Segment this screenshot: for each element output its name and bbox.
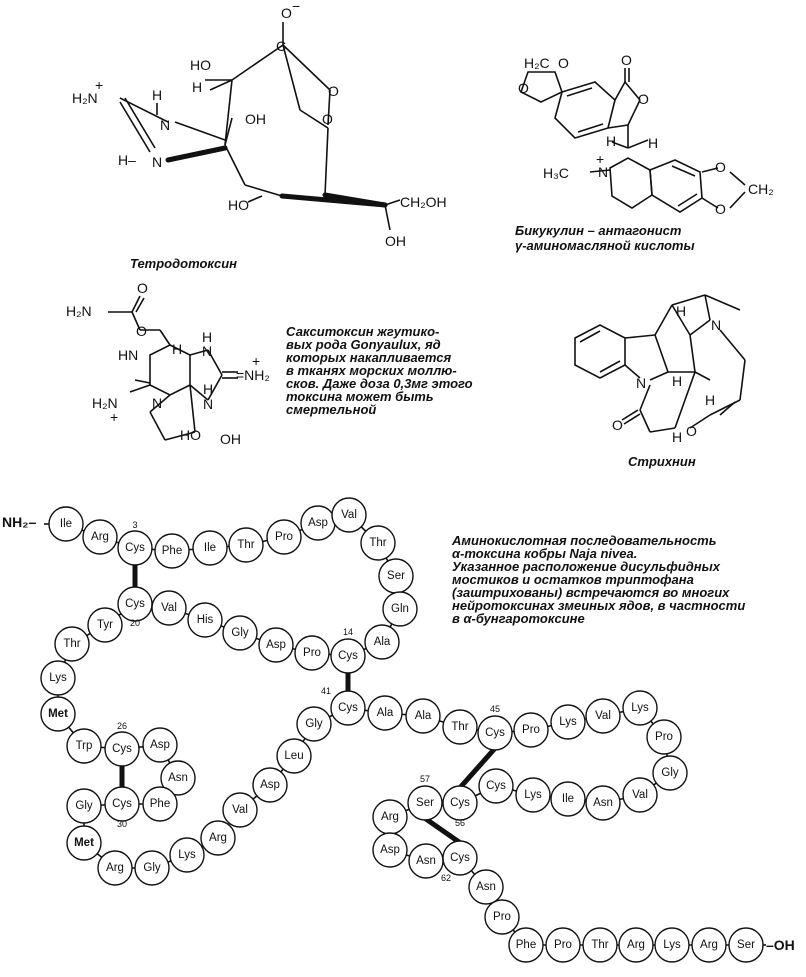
residue-label: Asp bbox=[266, 639, 286, 651]
ttx-o-minus-charge: − bbox=[292, 0, 301, 14]
residue-trp bbox=[67, 729, 101, 763]
bicuculline-caption-line2: γ-аминомасляной кислоты bbox=[515, 238, 695, 253]
sequence-caption-line: мостиков и остатков триптофана bbox=[452, 572, 694, 587]
strychnine-caption: Стрихнин bbox=[628, 454, 696, 469]
residue-label: Cys bbox=[125, 542, 145, 554]
residue-label: Gly bbox=[305, 718, 323, 730]
residue-label: Pro bbox=[522, 724, 540, 736]
residue-label: Arg bbox=[627, 939, 645, 951]
bic-o-f: O bbox=[715, 201, 726, 217]
bic-n: N bbox=[598, 164, 609, 180]
ttx-h-n: H bbox=[152, 87, 163, 103]
ttx-plus: + bbox=[95, 77, 104, 93]
bic-o-d: O bbox=[638, 91, 649, 107]
position-number: 62 bbox=[440, 873, 452, 883]
stx-plus-right: + bbox=[252, 353, 261, 369]
residue-arg bbox=[83, 520, 117, 554]
bic-h2c-top: H₂C bbox=[524, 55, 550, 71]
str-h-top: H bbox=[676, 303, 687, 319]
residue-gly bbox=[653, 756, 687, 790]
residue-lys bbox=[516, 778, 550, 812]
residue-lys bbox=[623, 691, 657, 725]
str-o-ring: O bbox=[686, 423, 697, 439]
ttx-o-right: O bbox=[328, 83, 339, 99]
bic-ch2: CH₂ bbox=[748, 181, 774, 197]
residue-label: Trp bbox=[75, 740, 93, 752]
residue-ile bbox=[49, 507, 83, 541]
bic-h-a: H bbox=[606, 133, 617, 149]
residue-label: Pro bbox=[493, 911, 511, 923]
residue-label: Asp bbox=[260, 779, 280, 791]
residue-ile bbox=[551, 782, 585, 816]
residue-val bbox=[152, 591, 186, 625]
saxitoxin-caption-line: Сакситоксин жгутико- bbox=[286, 324, 440, 339]
residue-thr bbox=[583, 928, 617, 962]
residue-label: Gly bbox=[661, 767, 679, 779]
saxitoxin-caption-line: которых накапливается bbox=[286, 350, 452, 365]
ttx-ho-top: HO bbox=[190, 57, 211, 73]
residue-label: Cys bbox=[485, 727, 505, 739]
residue-label: Thr bbox=[237, 539, 255, 551]
residue-ala bbox=[365, 625, 399, 659]
residue-label: Pro bbox=[303, 647, 321, 659]
residue-label: Ala bbox=[414, 710, 432, 722]
str-h-low: H bbox=[672, 429, 683, 445]
residue-asn bbox=[469, 870, 503, 904]
residue-label: Val bbox=[632, 789, 648, 801]
saxitoxin-caption-line: сков. Даже доза 0,3мг этого bbox=[286, 376, 473, 391]
ttx-h-mid: H bbox=[192, 79, 203, 95]
stx-hn-left: HN bbox=[118, 347, 139, 363]
bic-o-b: O bbox=[558, 55, 569, 71]
residue-cys bbox=[443, 786, 477, 820]
stx-h2n-top: H₂N bbox=[66, 303, 92, 319]
residue-cys bbox=[105, 787, 139, 821]
stx-h-center: H bbox=[172, 341, 183, 357]
residue-label: Gly bbox=[75, 800, 93, 812]
residue-val bbox=[586, 699, 620, 733]
residue-label: Lys bbox=[49, 672, 67, 684]
ttx-n-up: N bbox=[160, 117, 171, 133]
stx-plus-left: + bbox=[110, 409, 119, 425]
stx-n-left: N bbox=[152, 395, 163, 411]
residue-ile bbox=[193, 531, 227, 565]
str-h-right: H bbox=[705, 392, 716, 408]
position-number: 57 bbox=[419, 774, 431, 784]
bicuculline-caption-line1: Бикукулин – антагонист bbox=[515, 223, 682, 238]
residue-pro bbox=[647, 720, 681, 754]
residue-label: Thr bbox=[369, 537, 387, 549]
residue-label: Lys bbox=[178, 849, 196, 861]
residue-val bbox=[623, 778, 657, 812]
residue-arg bbox=[373, 800, 407, 834]
saxitoxin-structure bbox=[108, 296, 238, 440]
stx-o-link: O bbox=[136, 323, 147, 339]
residue-label: Asn bbox=[593, 797, 613, 809]
stx-oh: OH bbox=[220, 431, 241, 447]
residue-label: Val bbox=[595, 710, 611, 722]
bic-o-e: O bbox=[715, 159, 726, 175]
residue-asn bbox=[586, 786, 620, 820]
residue-label: Ser bbox=[737, 939, 755, 951]
residue-label: Arg bbox=[91, 531, 109, 543]
residue-label: Cys bbox=[450, 852, 470, 864]
residue-thr bbox=[55, 627, 89, 661]
residue-cys bbox=[443, 841, 477, 875]
residue-label: Asn bbox=[476, 881, 496, 893]
position-number: 3 bbox=[132, 520, 138, 530]
str-h-mid: H bbox=[672, 373, 683, 389]
stx-n-top: N bbox=[202, 343, 213, 359]
residue-pro bbox=[485, 900, 519, 934]
stx-o-carb: O bbox=[137, 280, 148, 296]
residue-label: Val bbox=[341, 509, 357, 521]
residue-lys bbox=[41, 661, 75, 695]
residue-arg bbox=[619, 928, 653, 962]
residue-thr bbox=[443, 710, 477, 744]
str-n-left: N bbox=[636, 375, 647, 391]
residue-gln bbox=[383, 592, 417, 626]
residue-asp bbox=[259, 628, 293, 662]
position-number: 30 bbox=[116, 819, 128, 829]
position-number: 14 bbox=[342, 627, 354, 637]
residue-met bbox=[67, 826, 101, 860]
residue-asp bbox=[143, 728, 177, 762]
residue-ala bbox=[406, 699, 440, 733]
ttx-oh-bottom: OH bbox=[385, 233, 406, 249]
ttx-o-ring: O bbox=[322, 111, 333, 127]
residue-asp bbox=[373, 833, 407, 867]
residue-label: Lys bbox=[524, 789, 542, 801]
sequence-caption-line: в α-бунгаротоксине bbox=[452, 611, 585, 626]
residue-asn bbox=[409, 844, 443, 878]
residue-phe bbox=[509, 928, 543, 962]
residue-label: Cys bbox=[486, 780, 506, 792]
residue-label: Leu bbox=[284, 750, 304, 762]
stx-h2n-left: H₂N bbox=[92, 395, 118, 411]
ttx-ch2oh: CH₂OH bbox=[400, 194, 447, 210]
residue-label: Asp bbox=[380, 844, 400, 856]
residue-gly bbox=[223, 616, 257, 650]
residue-label: Ile bbox=[203, 542, 217, 554]
saxitoxin-caption bbox=[286, 324, 473, 417]
sequence-caption-line: Указанное расположение дисульфидных bbox=[452, 559, 720, 574]
residue-gly bbox=[297, 707, 331, 741]
residue-cys bbox=[478, 716, 512, 750]
stx-h-n-right: H bbox=[203, 381, 214, 397]
residue-ala bbox=[368, 696, 402, 730]
residue-cys bbox=[331, 691, 365, 725]
residue-label: Pro bbox=[655, 731, 673, 743]
ttx-o-minus: O bbox=[281, 5, 292, 21]
position-number: 20 bbox=[129, 618, 141, 628]
residue-label: Lys bbox=[663, 939, 681, 951]
bic-plus: + bbox=[596, 151, 605, 167]
ttx-n-low: N bbox=[152, 154, 163, 170]
residue-label: His bbox=[196, 614, 214, 626]
residue-label: Gln bbox=[391, 603, 409, 615]
residue-label: Thr bbox=[591, 939, 609, 951]
residue-label: Pro bbox=[275, 531, 293, 543]
residue-label: Ile bbox=[561, 793, 575, 805]
residue-label: Asp bbox=[150, 739, 170, 751]
saxitoxin-caption-line: вых рода Gonyaulux, яд bbox=[286, 337, 441, 352]
position-number: 26 bbox=[116, 721, 128, 731]
stx-h-n-top: H bbox=[202, 329, 213, 345]
residue-label: Ala bbox=[373, 636, 391, 648]
residue-ser bbox=[379, 559, 413, 593]
residue-label: Asn bbox=[168, 772, 188, 784]
residue-label: Ser bbox=[416, 797, 434, 809]
residue-gly bbox=[135, 851, 169, 885]
sequence-caption-line: (заштрихованы) встречаются во многих bbox=[452, 585, 730, 600]
residue-label: Phe bbox=[149, 798, 171, 810]
residue-pro bbox=[514, 713, 548, 747]
residue-label: Gly bbox=[231, 627, 249, 639]
residue-cys bbox=[331, 639, 365, 673]
residue-lys bbox=[551, 705, 585, 739]
c-terminus: –OH bbox=[766, 937, 795, 953]
residue-label: Met bbox=[74, 837, 94, 849]
residue-label: Cys bbox=[112, 743, 132, 755]
residue-ser bbox=[408, 786, 442, 820]
ttx-oh: OH bbox=[245, 111, 266, 127]
residue-ser bbox=[729, 928, 763, 962]
position-number: 56 bbox=[454, 818, 466, 828]
tetrodotoxin-caption: Тетродотоксин bbox=[130, 256, 238, 271]
residue-label: Arg bbox=[700, 939, 718, 951]
saxitoxin-caption-line: в тканях морских моллю- bbox=[286, 363, 457, 378]
residue-phe bbox=[143, 787, 177, 821]
residue-cys bbox=[105, 732, 139, 766]
residue-label: Thr bbox=[63, 638, 81, 650]
residue-label: Arg bbox=[381, 811, 399, 823]
sequence-caption-line: α-токсина кобры Naja nivea. bbox=[452, 546, 638, 561]
residue-pro bbox=[295, 636, 329, 670]
residue-pro bbox=[267, 520, 301, 554]
residue-phe bbox=[155, 534, 189, 568]
saxitoxin-caption-line: смертельной bbox=[286, 402, 377, 417]
residue-label: Phe bbox=[161, 545, 183, 557]
residue-cys bbox=[118, 531, 152, 565]
sequence-caption-line: Аминокислотная последовательность bbox=[452, 533, 717, 548]
str-o: O bbox=[612, 417, 623, 433]
residue-gly bbox=[67, 789, 101, 823]
residue-label: Arg bbox=[106, 862, 124, 874]
stx-ho: HO bbox=[180, 427, 201, 443]
stx-n-right: N bbox=[203, 396, 214, 412]
residue-cys bbox=[118, 587, 152, 621]
bic-o-a: O bbox=[518, 80, 529, 96]
residue-arg bbox=[98, 851, 132, 885]
residue-asp bbox=[253, 768, 287, 802]
residue-label: Val bbox=[232, 804, 248, 816]
residue-label: Asp bbox=[308, 517, 328, 529]
residue-label: Ser bbox=[387, 570, 405, 582]
ttx-h-dash: H– bbox=[118, 152, 136, 168]
residue-label: Ala bbox=[376, 707, 394, 719]
saxitoxin-caption-line: токсина может быть bbox=[286, 389, 434, 404]
residue-val bbox=[223, 793, 257, 827]
residue-label: Tyr bbox=[97, 619, 113, 631]
residue-label: Gly bbox=[143, 862, 161, 874]
residue-label: Val bbox=[161, 602, 177, 614]
residue-his bbox=[188, 603, 222, 637]
residue-arg bbox=[692, 928, 726, 962]
residue-label: Lys bbox=[631, 702, 649, 714]
residue-cys bbox=[479, 769, 513, 803]
sequence-caption-line: нейротоксинах змеиных ядов, в частности bbox=[452, 598, 746, 613]
residue-label: Ile bbox=[59, 518, 73, 530]
residue-asp bbox=[301, 506, 335, 540]
strychnine-structure bbox=[575, 295, 745, 432]
residue-label: Asn bbox=[416, 855, 436, 867]
residue-label: Cys bbox=[112, 798, 132, 810]
ttx-c-top: C bbox=[276, 38, 287, 54]
residue-met bbox=[41, 697, 75, 731]
residue-leu bbox=[277, 739, 311, 773]
residue-thr bbox=[229, 528, 263, 562]
str-n-top: N bbox=[711, 317, 722, 333]
residue-label: Cys bbox=[338, 650, 358, 662]
residue-label: Met bbox=[48, 708, 68, 720]
residue-arg bbox=[201, 821, 235, 855]
n-terminus: NH₂– bbox=[2, 514, 37, 530]
residue-label: Pro bbox=[554, 939, 572, 951]
position-number: 45 bbox=[489, 704, 501, 714]
residue-pro bbox=[546, 928, 580, 962]
residue-val bbox=[332, 498, 366, 532]
residue-label: Lys bbox=[559, 716, 577, 728]
residue-lys bbox=[655, 928, 689, 962]
sequence-caption bbox=[451, 533, 745, 626]
ttx-ho-bottom: HO bbox=[228, 197, 249, 213]
residue-label: Cys bbox=[125, 598, 145, 610]
position-number: 41 bbox=[320, 686, 332, 696]
bic-h-b: H bbox=[648, 135, 659, 151]
residue-label: Thr bbox=[451, 721, 469, 733]
stx-nh2-right: =NH₂ bbox=[236, 367, 270, 383]
bic-h3c: H₃C bbox=[543, 165, 569, 181]
residue-label: Arg bbox=[209, 832, 227, 844]
residue-label: Cys bbox=[338, 702, 358, 714]
bicuculline-structure bbox=[521, 68, 745, 212]
bic-o-c: O bbox=[621, 52, 632, 68]
residue-label: Phe bbox=[515, 939, 537, 951]
ttx-h2n: H₂N bbox=[72, 90, 98, 106]
residue-lys bbox=[170, 838, 204, 872]
residue-tyr bbox=[88, 608, 122, 642]
residue-thr bbox=[361, 526, 395, 560]
residue-label: Cys bbox=[450, 797, 470, 809]
